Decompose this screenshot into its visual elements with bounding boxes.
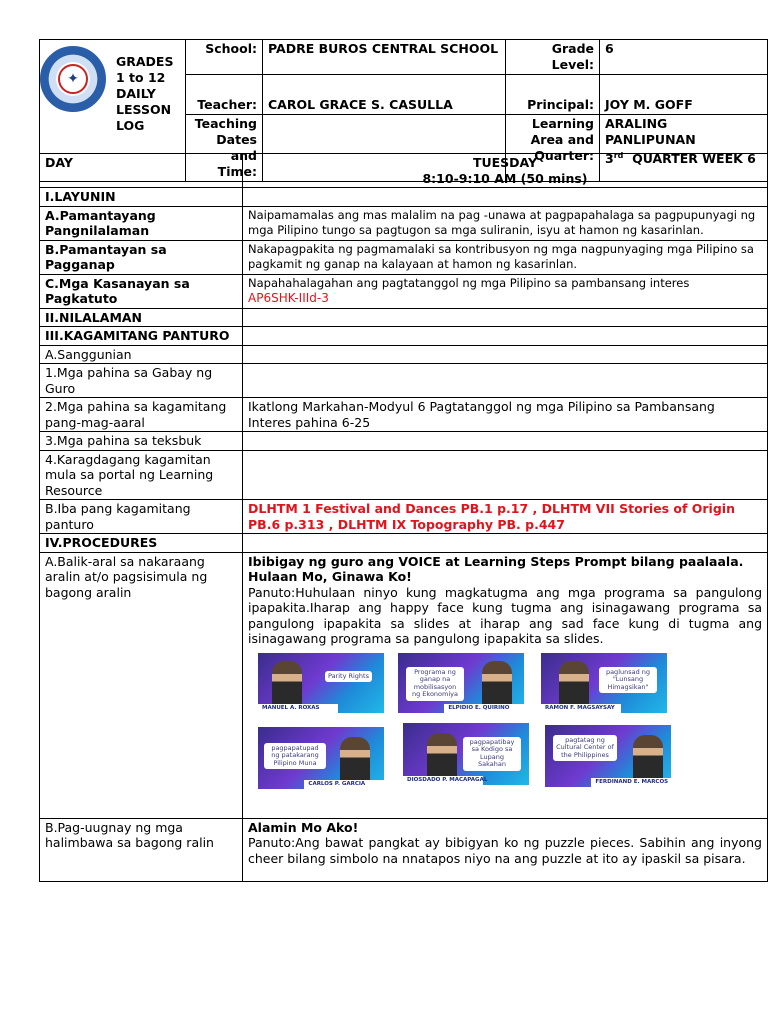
kagamitang-label: 2.Mga pahina sa kagamitang pang-mag-aaral	[40, 398, 243, 432]
slide-program-text: pagpapatibay sa Kodigo sa Lupang Sakahan	[463, 737, 521, 771]
grade-level-value: 6	[600, 40, 768, 75]
pag-uugnay-content	[243, 818, 768, 881]
quarter-text: QUARTER WEEK 6	[623, 151, 756, 167]
empty-cell	[243, 308, 768, 327]
slide-program-text: paglunsad ng "Lunsang Himagsikan"	[599, 667, 657, 694]
pagganap-value: Nakapagpakita ng pagmamalaki sa kontribusyon ng mga nagpunyaging mga Pilipino sa pagkamit ng ganap na kalayaan at hamon ng kasarinlan.	[243, 240, 768, 274]
time-range: 8:10-9:10 AM (50 mins)	[422, 170, 588, 186]
balik-aral-label: A.Balik-aral sa nakaraang aralin at/o pagsisimula ng bagong aralin	[40, 552, 243, 818]
quarter-suffix: rd	[613, 151, 624, 160]
competency-code: AP6SHK-IIId-3	[248, 291, 329, 305]
label-line: Time:	[217, 164, 257, 179]
empty-cell	[243, 364, 768, 398]
empty-cell	[243, 345, 768, 364]
kagamitan-heading: III.KAGAMITANG PANTURO	[40, 327, 243, 346]
layunin-heading: I.LAYUNIN	[40, 188, 243, 207]
day-value	[243, 154, 768, 188]
grade-level-label: Grade Level:	[506, 40, 600, 75]
seal-center-icon: ✦	[58, 64, 88, 94]
title-line: DAILY	[116, 86, 156, 101]
principal-value: JOY M. GOFF	[600, 75, 768, 115]
gabay-label: 1.Mga pahina sa Gabay ng Guro	[40, 364, 243, 398]
slide-magsaysay-image	[541, 653, 667, 713]
slide-program-text: pagtatag ng Cultural Center of the Philippines	[553, 735, 617, 762]
alamin-instructions: Panuto:Ang bawat pangkat ay bibigyan ko ng puzzle pieces. Sabihin ang inyong cheer bilang simbolo na nnatapos niyo na ang puzzle at ito ay ipaskil sa pisara.	[248, 835, 762, 866]
label-line: Area and	[530, 132, 594, 147]
nilalaman-heading: II.NILALAMAN	[40, 308, 243, 327]
teacher-label: Teacher:	[186, 75, 263, 115]
label-line: Dates and	[216, 132, 257, 163]
slide-caption: ELPIDIO E. QUIRINO	[444, 704, 524, 713]
deped-seal-logo	[40, 46, 106, 112]
slide-quirino-image	[398, 653, 524, 713]
kasanayan-value	[243, 274, 768, 308]
activity-title: Hulaan Mo, Ginawa Ko!	[248, 569, 412, 584]
slide-garcia-image	[258, 727, 384, 789]
slide-macapagal-image	[403, 723, 529, 785]
kasanayan-text: Napahahalagahan ang pagtatanggol ng mga Pilipino sa pambansang interes	[248, 275, 690, 290]
slide-program-text: Parity Rights	[325, 671, 372, 683]
day-name: TUESDAY	[472, 155, 538, 170]
sanggunian-label: A.Sanggunian	[40, 345, 243, 364]
alamin-heading: Alamin Mo Ako!	[248, 819, 359, 835]
pagganap-label: B.Pamantayan sa Pagganap	[40, 240, 243, 274]
teacher-value: CAROL GRACE S. CASULLA	[263, 75, 506, 115]
school-label: School:	[186, 40, 263, 75]
iba-label: B.Iba pang kagamitang panturo	[40, 500, 243, 534]
slide-caption: MANUEL A. ROXAS	[258, 704, 338, 713]
empty-cell	[243, 432, 768, 451]
pamantayang-label: A.Pamantayang Pangnilalaman	[40, 206, 243, 240]
title-line: LOG	[116, 118, 145, 133]
activity-instructions: Panuto:Huhulaan ninyo kung magkatugma ang mga programa sa pangulong ipapakita.Iharap ang happy face kung tugma ang isinagawang programa sa pangulong ipapakita sa slides at iharap ang sad face kung di tugma ang isinagawang programa sa pangulong ipapakita sa slides.	[248, 584, 762, 646]
empty-cell	[243, 188, 768, 207]
procedures-heading: IV.PROCEDURES	[40, 534, 243, 553]
title-line: 1 to 12	[116, 70, 166, 85]
label-line: Quarter:	[534, 148, 594, 163]
title-line: LESSON	[116, 102, 172, 117]
area-line: PANLIPUNAN	[605, 132, 696, 147]
principal-label: Principal:	[506, 75, 600, 115]
lesson-table	[39, 153, 768, 882]
empty-cell	[243, 534, 768, 553]
empty-cell	[243, 450, 768, 500]
slide-caption: DIOSDADO P. MACAPAGAL	[403, 776, 483, 785]
area-line: ARALING	[605, 116, 668, 131]
president-slides	[248, 647, 762, 817]
slide-program-text: Programa ng ganap na mobilisasyon ng Ekonomiya	[406, 667, 464, 701]
iba-value: DLHTM 1 Festival and Dances PB.1 p.17 , DLHTM VII Stories of Origin PB.6 p.313 , DLHTM IX Topography PB. p.447	[243, 500, 768, 534]
balik-aral-content	[243, 552, 768, 818]
pag-uugnay-label: B.Pag-uugnay ng mga halimbawa sa bagong ralin	[40, 818, 243, 881]
kagamitang-value: Ikatlong Markahan-Modyul 6 Pagtatanggol ng mga Pilipino sa Pambansang Interes pahina 6-25	[243, 398, 768, 432]
karagdagang-label: 4.Karagdagang kagamitan mula sa portal ng Learning Resource	[40, 450, 243, 500]
label-line: Learning	[531, 116, 594, 131]
school-value: PADRE BUROS CENTRAL SCHOOL	[263, 40, 506, 75]
slide-marcos-image	[545, 725, 671, 787]
slide-caption: FERDINAND E. MARCOS	[591, 778, 671, 787]
slide-program-text: pagpapatupad ng patakarang Pilipino Muna	[264, 743, 326, 770]
kasanayan-label: C.Mga Kasanayan sa Pagkatuto	[40, 274, 243, 308]
pamantayang-value: Naipamamalas ang mas malalim na pag -unawa at pagpapahalaga sa pagpupunyagi ng mga Pilipino tungo sa pagtugon sa mga suliranin, isyu at hamon ng kasarinlan.	[243, 206, 768, 240]
empty-cell	[243, 327, 768, 346]
title-line: GRADES	[116, 54, 174, 69]
slide-roxas-image	[258, 653, 384, 713]
day-label: DAY	[40, 154, 243, 188]
slide-caption: CARLOS P. GARCIA	[304, 780, 384, 789]
teksbuk-label: 3.Mga pahina sa teksbuk	[40, 432, 243, 451]
quarter-number: 3	[605, 151, 614, 167]
voice-prompt-heading: Ibibigay ng guro ang VOICE at Learning Steps Prompt bilang paalaala.	[248, 553, 744, 569]
slide-caption: RAMON F. MAGSAYSAY	[541, 704, 621, 713]
label-line: Teaching	[194, 116, 257, 131]
